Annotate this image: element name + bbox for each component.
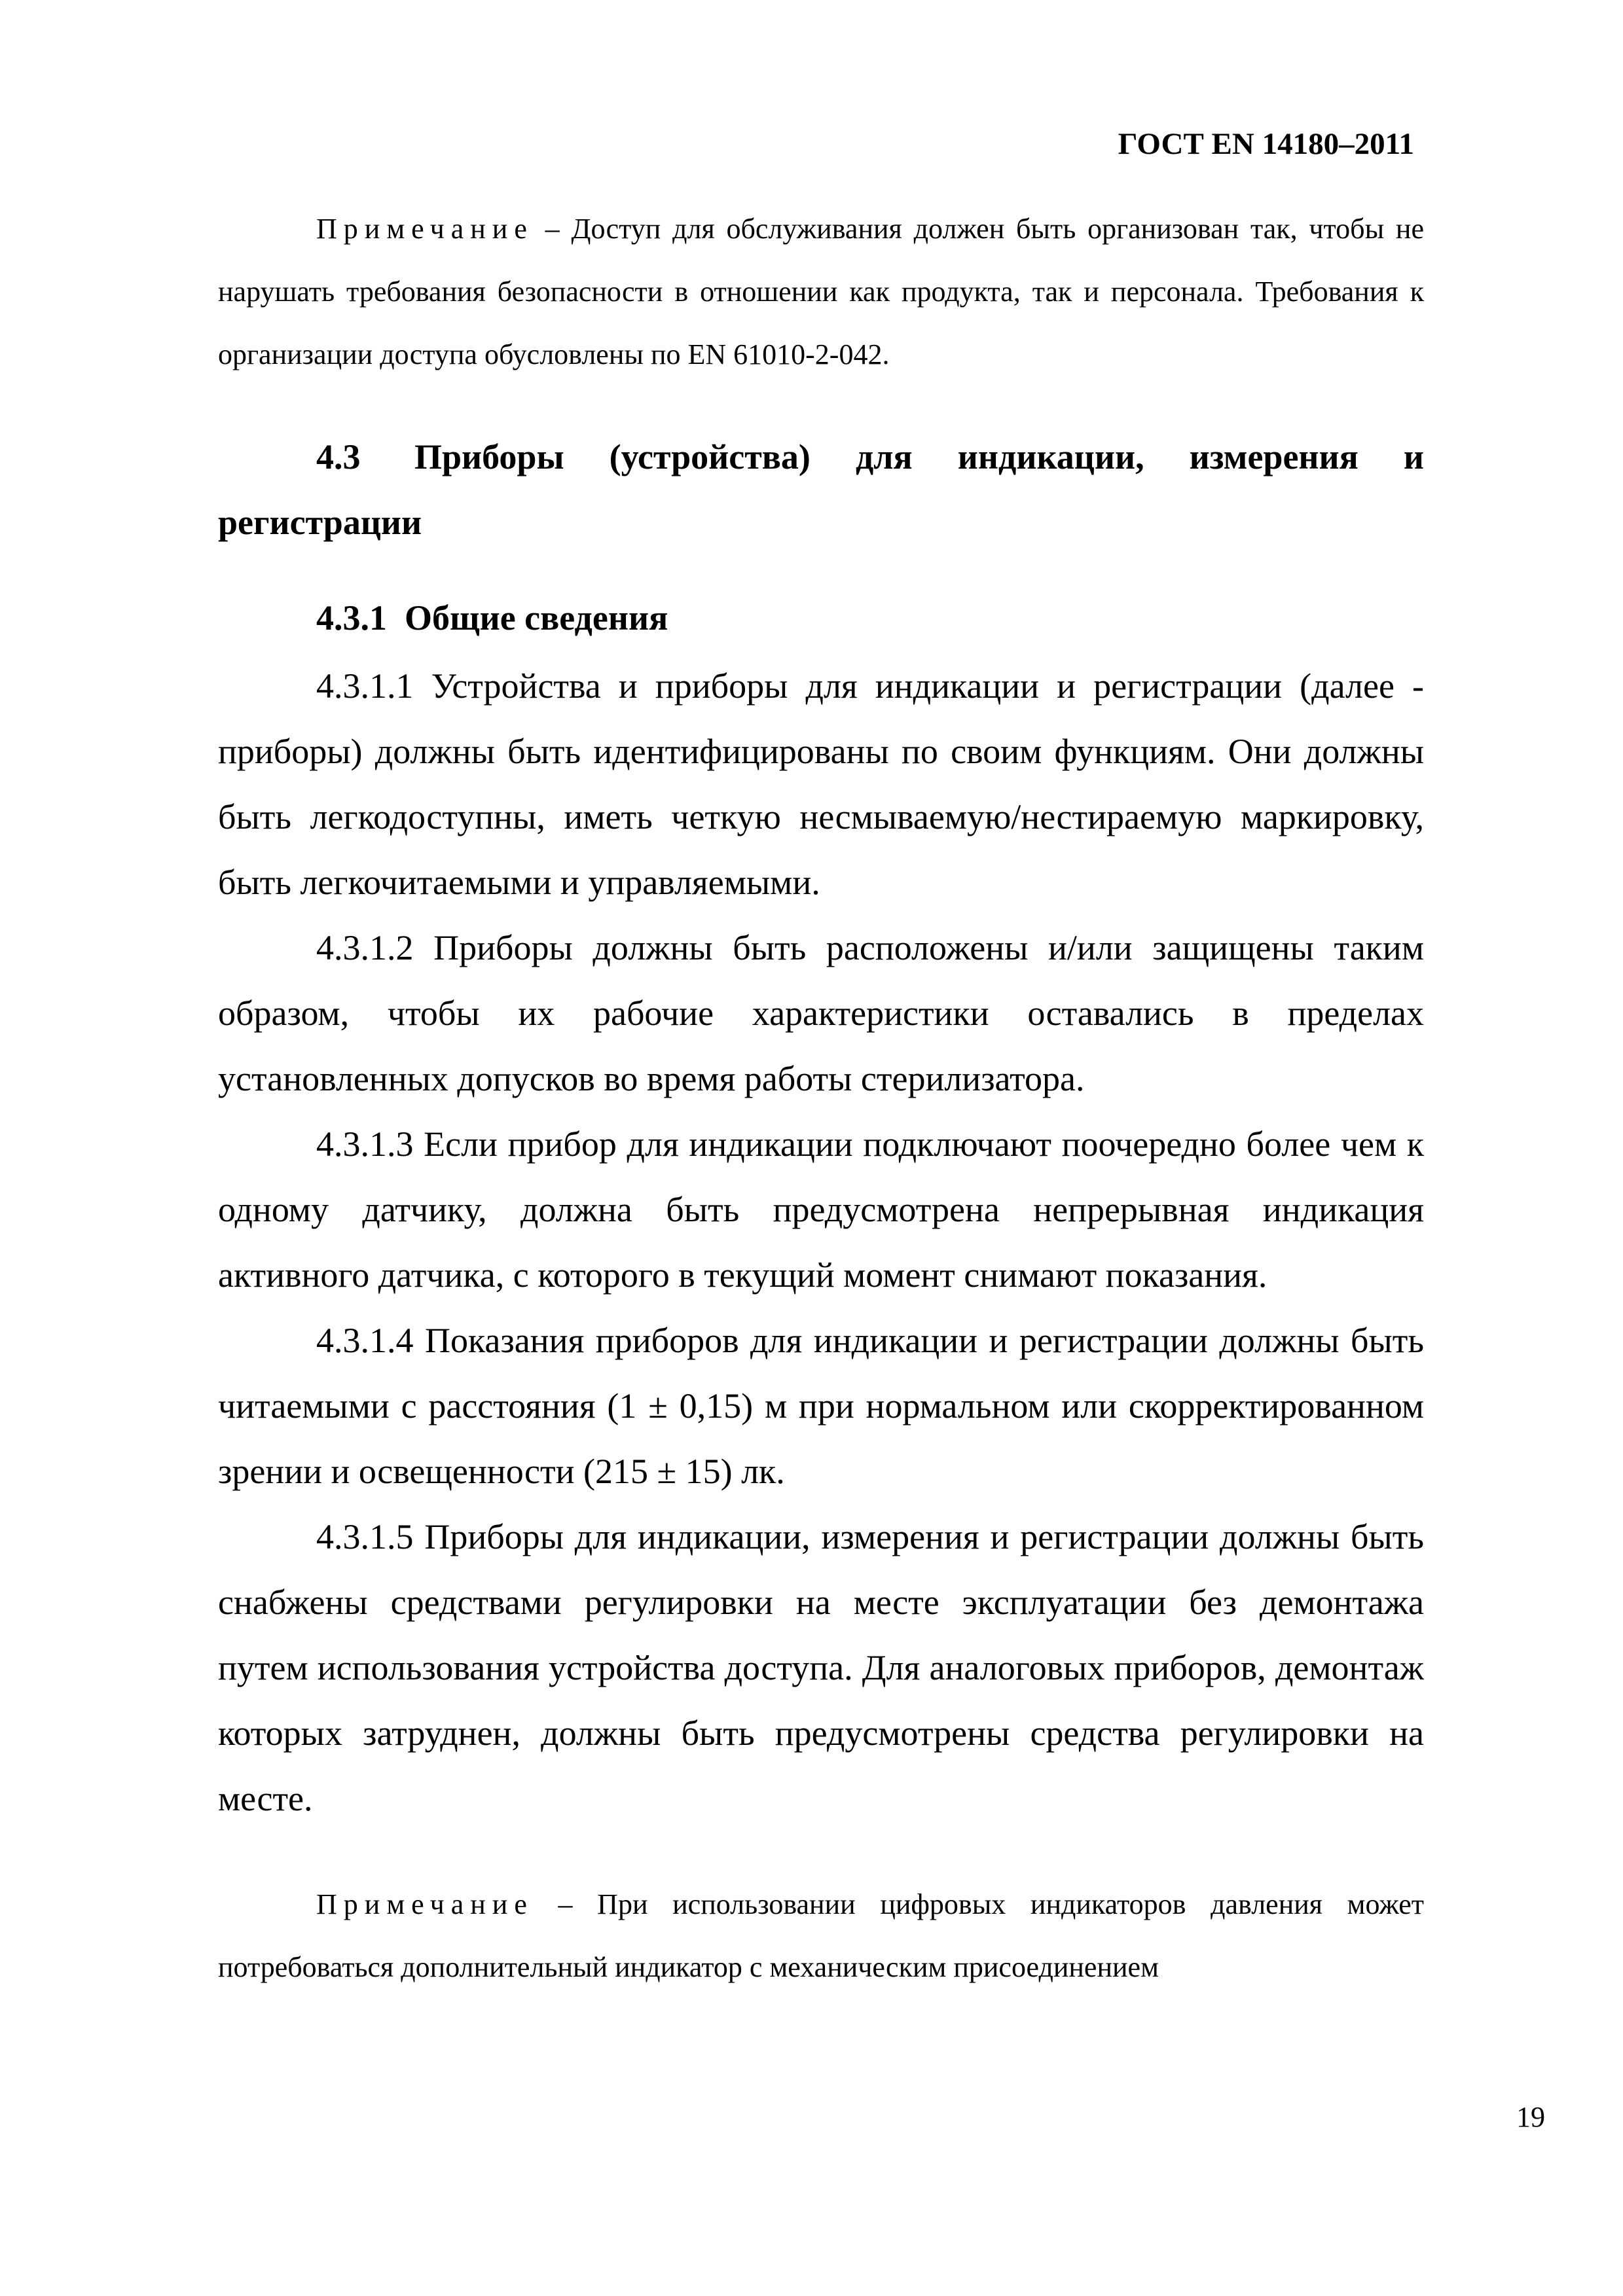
note-2 <box>218 1873 1424 1999</box>
document-code-header: ГОСТ EN 14180–2011 <box>1118 127 1414 161</box>
page-number: 19 <box>1516 2101 1545 2133</box>
paragraph-4-3-1-2: 4.3.1.2 Приборы должны быть расположены и/или защищены таким образом, чтобы их рабочие характеристики оставались в пределах установленных допусков во время работы стерилизатора. <box>218 928 1424 1098</box>
note-1 <box>218 198 1424 386</box>
section-heading <box>218 424 1424 555</box>
note-1-dash: – <box>533 213 572 245</box>
paragraph-4-3-1-3: 4.3.1.3 Если прибор для индикации подключают поочередно более чем к одному датчику, должна быть предусмотрена непрерывная индикация активного датчика, с которого в текущий момент снимают показания. <box>218 1124 1424 1295</box>
paragraph-4-3-1-4: 4.3.1.4 Показания приборов для индикации и регистрации должны быть читаемыми с расстояния (1 ± 0,15) м при нормальном или скорректированном зрении и освещенности (215 ± 15) лк. <box>218 1321 1424 1491</box>
note-1-text: Доступ для обслуживания должен быть организован так, чтобы не нарушать требования безопасности в отношении как продукта, так и персонала. Требования к организации доступа обусловлены по EN 61010-2-042. <box>218 213 1425 370</box>
subsection-number: 4.3.1 <box>316 598 387 637</box>
subsection-title: Общие сведения <box>405 598 668 637</box>
paragraph-4-3-1-5: 4.3.1.5 Приборы для индикации, измерения и регистрации должны быть снабжены средствами регулировки на месте эксплуатации без демонтажа путем использования устройства доступа. Для аналоговых приборов, демонтаж которых затруднен, должны быть предусмотрены средства регулировки на месте. <box>218 1517 1424 1818</box>
note-2-dash: – <box>533 1888 598 1920</box>
paragraph-4-3-1-1: 4.3.1.1 Устройства и приборы для индикации и регистрации (далее - приборы) должны быть идентифицированы по своим функциям. Они должны быть легкодоступны, иметь четкую несмываемую/нестираемую маркировку, быть легкочитаемыми и управляемыми. <box>218 666 1424 902</box>
note-2-label: Примечание <box>316 1888 534 1920</box>
note-1-label: Примечание <box>316 213 534 245</box>
section-number: 4.3 <box>316 437 361 476</box>
page-content <box>218 198 1424 1999</box>
subsection-heading <box>218 585 1424 651</box>
note-2-text: При использовании цифровых индикаторов давления может потребоваться дополнительный индикатор с механическим присоединением <box>218 1888 1424 1983</box>
section-title: Приборы (устройства) для индикации, измерения и регистрации <box>218 437 1424 542</box>
